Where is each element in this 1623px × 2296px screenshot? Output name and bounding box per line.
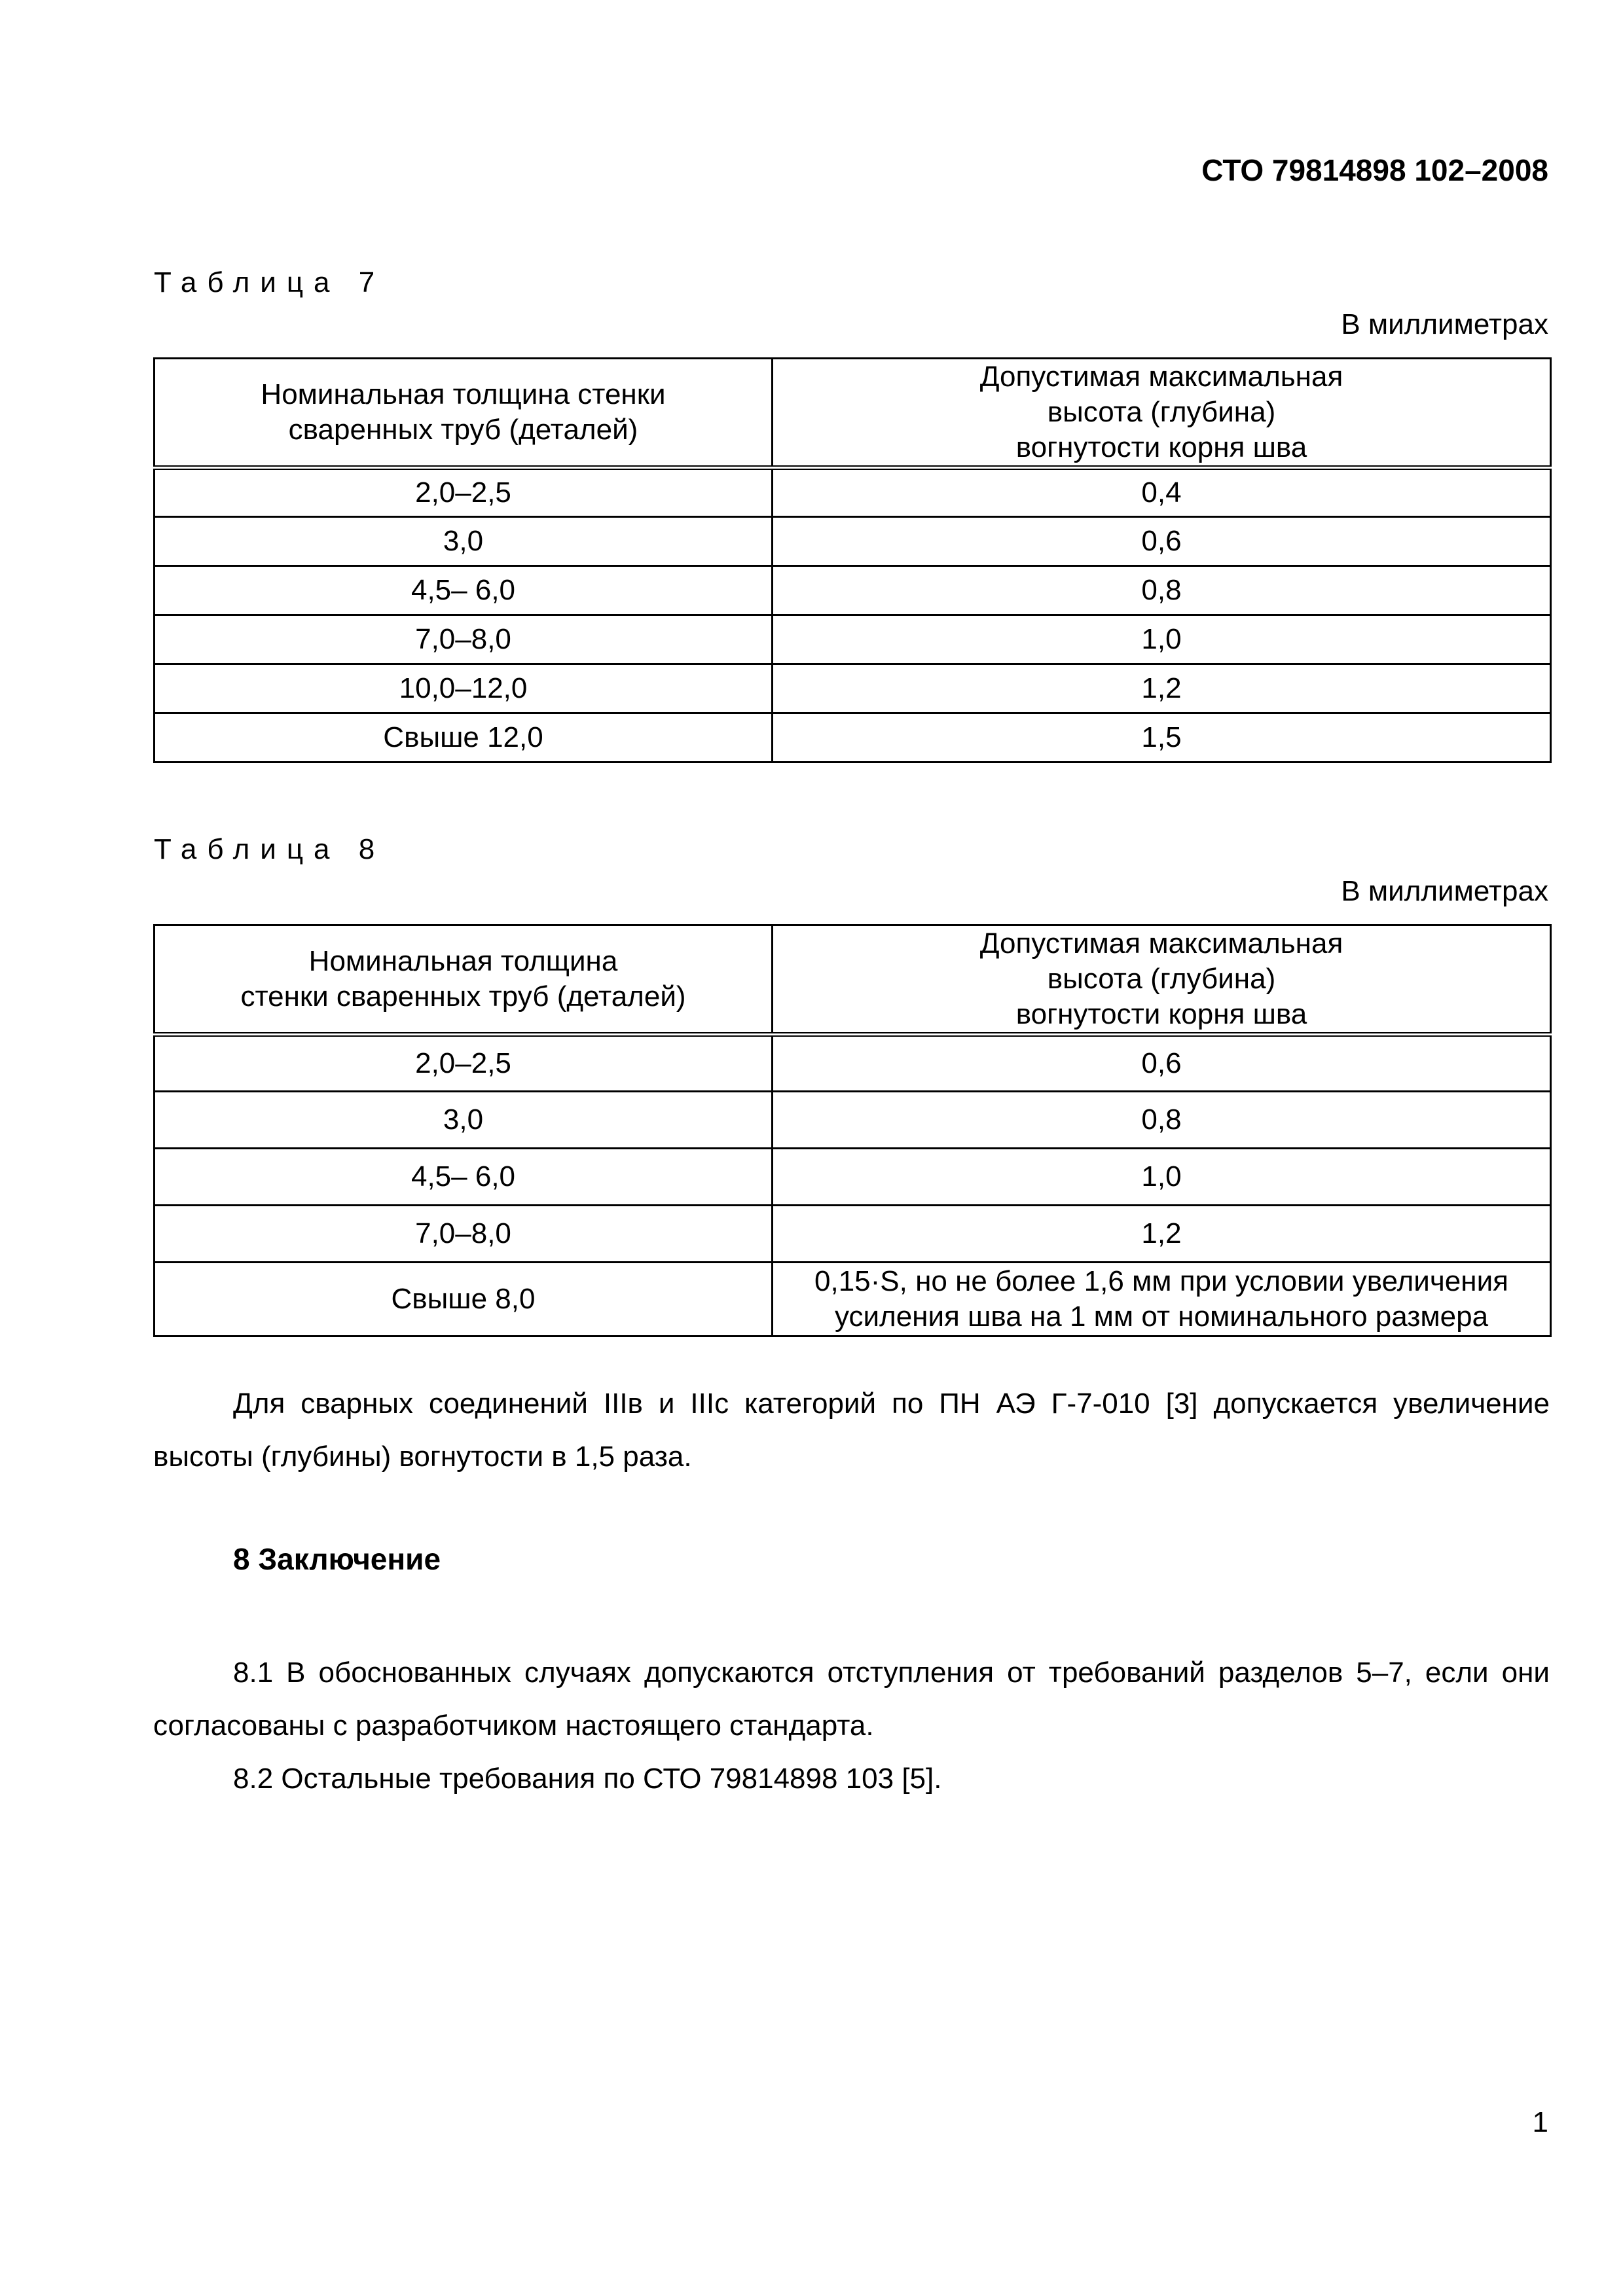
table-header-row <box>155 359 1551 468</box>
column-header-concavity: Допустимая максимальная высота (глубина) вогнутости корня шва <box>773 925 1551 1035</box>
document-code: СТО 79814898 102–2008 <box>1201 153 1548 187</box>
paragraph-8-2: 8.2 Остальные требования по СТО 79814898 103 [5]. <box>233 1763 942 1795</box>
cell-concavity: 0,6 <box>773 1035 1551 1092</box>
table-row <box>155 566 1551 615</box>
cell-thickness: 10,0–12,0 <box>155 664 773 713</box>
table-8-units: В миллиметрах <box>1341 875 1548 907</box>
cell-thickness: 2,0–2,5 <box>155 1035 773 1092</box>
column-header-thickness: Номинальная толщина стенки сваренных труб (деталей) <box>155 359 773 468</box>
table-7 <box>153 357 1552 763</box>
table-8-title: Таблица 8 <box>154 833 386 865</box>
cell-concavity: 0,8 <box>773 566 1551 615</box>
note-paragraph: Для сварных соединений IIIв и IIIс категорий по ПН АЭ Г-7-010 [3] допускается увеличение высоты (глубины) вогнутости в 1,5 раза. <box>153 1388 1550 1473</box>
table-8 <box>153 924 1552 1337</box>
cell-concavity: 1,0 <box>773 1149 1551 1206</box>
cell-concavity: 1,2 <box>773 664 1551 713</box>
table-row <box>155 1035 1551 1092</box>
cell-concavity: 0,15·S, но не более 1,6 мм при условии увеличения усиления шва на 1 мм от номинального размера <box>773 1263 1551 1336</box>
table-7-units: В миллиметрах <box>1341 308 1548 340</box>
table-row <box>155 1263 1551 1336</box>
table-row <box>155 664 1551 713</box>
table-header-row <box>155 925 1551 1035</box>
table-row <box>155 1149 1551 1206</box>
cell-thickness: 4,5– 6,0 <box>155 1149 773 1206</box>
section-heading: 8 Заключение <box>233 1542 441 1576</box>
cell-thickness: 7,0–8,0 <box>155 615 773 664</box>
table-row <box>155 517 1551 566</box>
table-row <box>155 1092 1551 1149</box>
table-row <box>155 468 1551 517</box>
cell-concavity: 1,2 <box>773 1206 1551 1263</box>
cell-concavity: 1,0 <box>773 615 1551 664</box>
cell-thickness: 7,0–8,0 <box>155 1206 773 1263</box>
cell-thickness: 4,5– 6,0 <box>155 566 773 615</box>
cell-thickness: Свыше 12,0 <box>155 713 773 762</box>
cell-thickness: Свыше 8,0 <box>155 1263 773 1336</box>
cell-concavity: 0,6 <box>773 517 1551 566</box>
page-number: 1 <box>1532 2106 1548 2138</box>
paragraph-8-1: 8.1 В обоснованных случаях допускаются отступления от требований разделов 5–7, если они согласованы с разработчиком настоящего стандарта. <box>153 1657 1550 1742</box>
column-header-concavity: Допустимая максимальная высота (глубина) вогнутости корня шва <box>773 359 1551 468</box>
cell-thickness: 3,0 <box>155 1092 773 1149</box>
cell-concavity: 0,4 <box>773 468 1551 517</box>
column-header-thickness: Номинальная толщина стенки сваренных труб (деталей) <box>155 925 773 1035</box>
cell-thickness: 2,0–2,5 <box>155 468 773 517</box>
table-row <box>155 1206 1551 1263</box>
table-row <box>155 615 1551 664</box>
cell-concavity: 1,5 <box>773 713 1551 762</box>
table-7-title: Таблица 7 <box>154 266 386 298</box>
cell-thickness: 3,0 <box>155 517 773 566</box>
table-row <box>155 713 1551 762</box>
cell-concavity: 0,8 <box>773 1092 1551 1149</box>
